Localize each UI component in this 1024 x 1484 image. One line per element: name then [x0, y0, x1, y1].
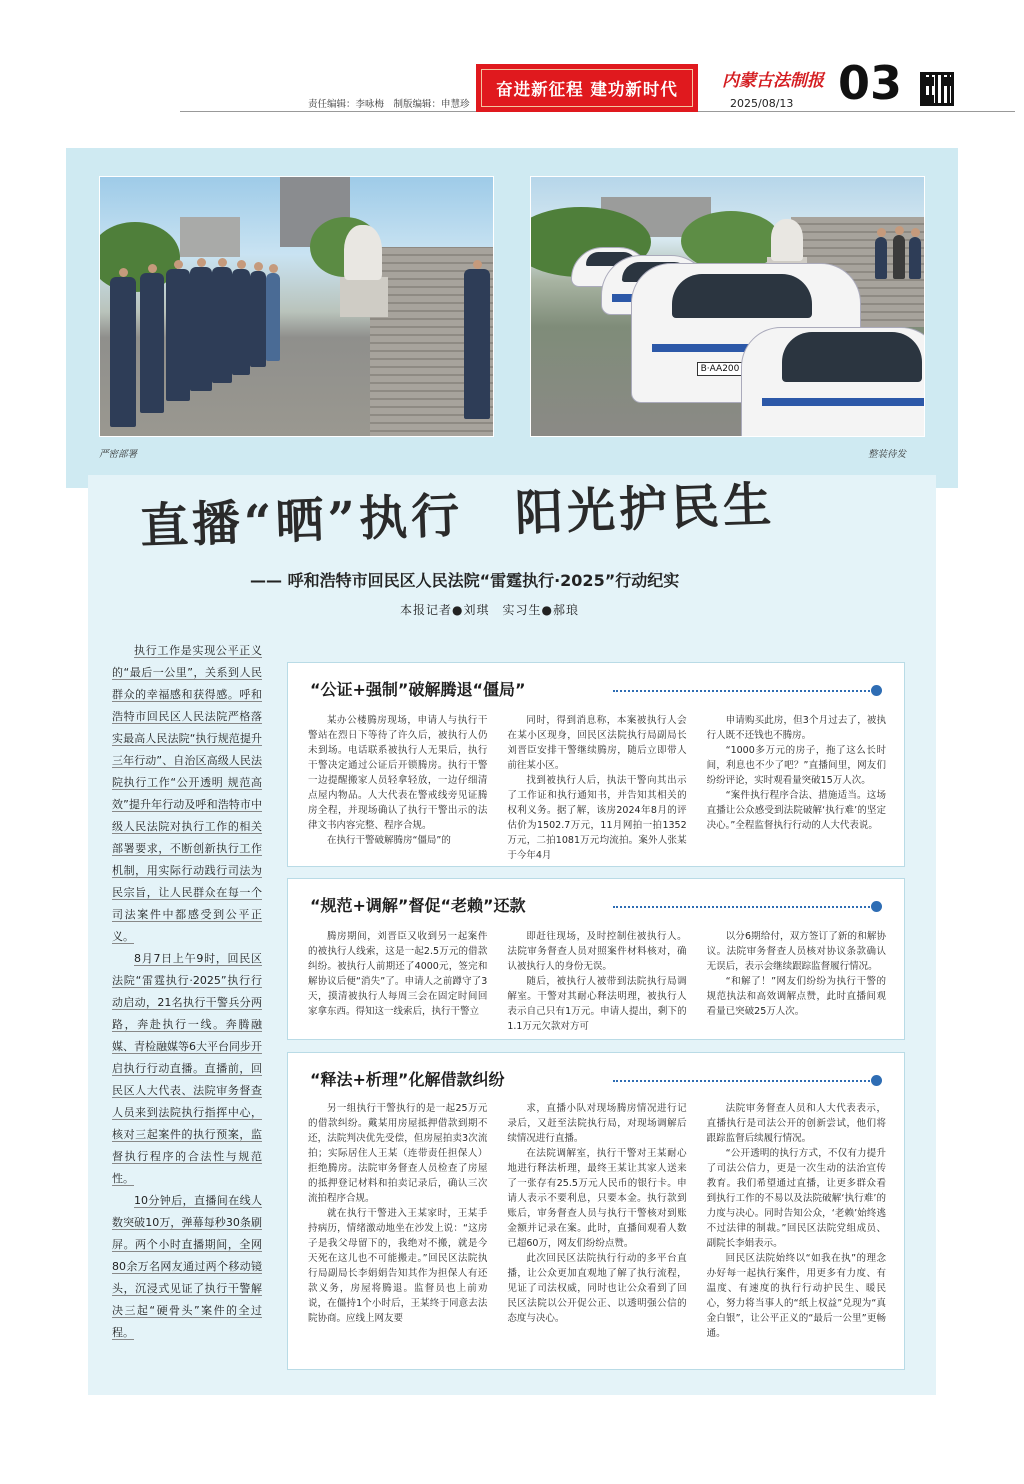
section-title: “释法+析理”化解借款纠纷 — [310, 1070, 505, 1089]
officer-figure — [909, 237, 921, 279]
police-car-shape — [741, 327, 925, 437]
section-notary — [287, 662, 905, 867]
lead-column — [112, 640, 262, 1344]
officer-figure — [166, 269, 190, 401]
lead-text: 10分钟后，直播间在线人数突破10万，弹幕每秒30条刷屏。两个小时直播期间，全网80余万名网友通过两个移动镜头，沉浸式见证了执行干警解决三起“硬骨头”案件的全过程。 — [112, 1194, 262, 1339]
paragraph: 即赶往现场，及时控制住被执行人。法院审务督查人员对照案件材料核对，确认被执行人的身份无误。 — [507, 931, 687, 972]
section-dot-icon — [871, 1075, 882, 1086]
section-dot-icon — [871, 685, 882, 696]
section-column — [308, 1101, 487, 1365]
headline: 直播“晒”执行 阳光护民生 — [139, 476, 776, 555]
paragraph: “1000多万元的房子，拖了这么长时间，利息也不少了吧？”直播间里，网友们纷纷评论，实时观看量突破15万人次。 — [706, 745, 886, 786]
officer-figure — [212, 267, 232, 383]
page-number: 03 — [838, 56, 903, 110]
paragraph: 腾房期间，刘晋臣又收到另一起案件的被执行人线索，这是一起2.5万元的借款纠纷。被执行人前期还了4000元，签完和解协议后便“消失”了。申请人之前蹲守了3天，摸清被执行人每周三会在固定时间回家拿东西。得知这一线索后，执行干警立 — [308, 931, 488, 1017]
paragraph: 以分6期给付，双方签订了新的和解协议。法院审务督查人员核对协议条款确认无误后，表示会继续跟踪监督履行情况。 — [706, 931, 886, 972]
section-column — [507, 1101, 686, 1365]
commander-figure — [464, 269, 490, 419]
byline: 本报记者●刘琪 实习生●郝琅 — [400, 603, 579, 617]
photo-vehicles — [530, 176, 925, 437]
section-column — [507, 713, 686, 861]
paragraph: 申请购买此房，但3个月过去了，被执行人既不还钱也不腾房。 — [706, 715, 886, 741]
lead-paragraph — [112, 1190, 262, 1344]
section-title: “规范+调解”督促“老赖”还款 — [310, 896, 526, 915]
paragraph: “和解了！”网友们纷纷为执行干警的规范执法和高效调解点赞，此时直播间观看量已突破25万人次。 — [706, 976, 886, 1017]
section-title: “公证+强制”破解腾退“僵局” — [310, 680, 526, 699]
paragraph: 此次回民区法院执行行动的多平台直播，让公众更加直观地了解了执行流程，见证了司法权威，同时也让公众看到了回民区法院以公开促公正、以透明强公信的态度与决心。 — [507, 1253, 687, 1324]
stone-lion-statue — [771, 219, 803, 261]
paragraph: 另一组执行干警执行的是一起25万元的借款纠纷。戴某用房屋抵押借款到期不还，法院判决优先受偿，但房屋拍卖3次流拍；实际居住人王某（连带责任担保人）拒绝腾房。法院审务督查人员检查了房屋的抵押登记材料和拍卖记录后，确认三次流拍程序合规。 — [308, 1103, 488, 1204]
officer-figure — [266, 273, 280, 361]
officer-figure — [140, 273, 164, 413]
section-column — [707, 929, 886, 1034]
lead-paragraph — [112, 640, 262, 948]
section-column — [308, 713, 487, 861]
paragraph: 找到被执行人后，执法干警向其出示了工作证和执行通知书，并告知其相关的权利义务。据了解，该房2024年8月的评估价为1502.7万元，11月网拍一拍1352万元，二拍1081万元均流拍。案外人张某于今年4月 — [507, 775, 687, 861]
officer-figure — [232, 269, 250, 375]
paragraph: 同时，得到消息称，本案被执行人会在某小区现身，回民区法院执行局副局长刘晋臣安排干警继续腾房，随后立即带人前往某小区。 — [507, 715, 687, 771]
photo-caption-right: 整装待发 — [868, 449, 907, 460]
section-column — [707, 1101, 886, 1365]
photo-deployment — [99, 176, 494, 437]
paragraph: “公开透明的执行方式，不仅有力提升了司法公信力，更是一次生动的法治宣传教育。我们希望通过直播，让更多群众看到执行工作的不易以及法院破解‘执行难’的力度与决心。同时告知公众，‘老赖’始终逃不过法律的制裁。”回民区法院党组成员、副院长李娟表示。 — [706, 1148, 886, 1249]
paragraph: 求，直播小队对现场腾房情况进行记录后，又赶至法院执行局，对现场调解后续情况进行直播。 — [507, 1103, 687, 1144]
subheadline: —— 呼和浩特市回民区人民法院“雷霆执行·2025”行动纪实 — [250, 571, 680, 590]
slogan-banner — [476, 64, 698, 112]
stone-lion-statue — [344, 225, 382, 280]
lead-text: 执行工作是实现公平正义的“最后一公里”，关系到人民群众的幸福感和获得感。呼和浩特市回民区人民法院严格落实最高人民法院“执行规范提升三年行动”、自治区高级人民法院执行工作“公开透明 规范高效”提升年行动及呼和浩特市中级人民法院对执行工作的相关部署要求，不断创新执行工作机制，用实际行动践行司法为民宗旨，让人民群众在每一个司法案件中都感受到公平正义。 — [112, 644, 262, 943]
section-mediation — [287, 878, 905, 1040]
section-dot-icon — [871, 901, 882, 912]
paragraph: 随后，被执行人被带到法院执行局调解室。干警对其耐心释法明理，被执行人表示自己只有1万元。申请人提出，剩下的1.1万元欠款对方可 — [507, 976, 687, 1032]
officer-figure — [110, 277, 136, 427]
dotted-rule — [613, 690, 870, 692]
editors-line: 责任编辑：李咏梅 制版编辑：申慧珍 — [308, 99, 470, 110]
license-plate: B·AA200 — [697, 362, 743, 376]
lion-pedestal — [340, 277, 388, 317]
section-column — [507, 929, 686, 1034]
lead-text: 8月7日上午9时，回民区法院“雷霆执行·2025”执行行动启动，21名执行干警兵分两路，奔赴执行一线。奔腾融媒、青检融媒等6大平台同步开启执行行动直播。直播前，回民区人大代表、法院审务督查人员来到法院执行指挥中心，核对三起案件的执行预案，监督执行程序的合法性与规范性。 — [112, 952, 262, 1185]
dotted-rule — [613, 1080, 870, 1082]
paragraph: 在执行干警破解腾房“僵局”的 — [327, 835, 451, 846]
building-shape — [180, 217, 240, 257]
officer-figure — [250, 271, 266, 367]
slogan-text: 奋进新征程 建功新时代 — [481, 69, 693, 107]
dotted-rule — [613, 906, 870, 908]
paragraph: “案件执行程序合法、措施适当。这场直播让公众感受到法院破解‘执行难’的坚定决心。”全程监督执行行动的人大代表说。 — [706, 790, 886, 831]
qr-code-icon[interactable] — [920, 72, 954, 106]
photo-caption-left: 严密部署 — [99, 449, 138, 460]
paragraph: 就在执行干警进入王某家时，王某手持病历，情绪激动地坐在沙发上说：“这房子是我父母留下的，我绝对不搬，就是今天死在这儿也不可能搬走。”回民区法院执行局副局长李娟娟告知其作为担保人有还款义务，房屋将腾退。监督员也上前劝说，在僵持1个小时后，王某终于同意去法院协商。应线上网友要 — [308, 1208, 488, 1324]
officer-figure — [875, 237, 887, 279]
section-column — [707, 713, 886, 861]
paragraph: 在法院调解室，执行干警对王某耐心地进行释法析理，最终王某让其家人送来了一张存有25.5万元人民币的银行卡。申请人表示不要利息，只要本金。执行款到账后，审务督查人员与执行干警核对到账金额并记录在案。此时，直播间观看人数已超60万，网友们纷纷点赞。 — [507, 1148, 687, 1249]
officer-figure — [893, 235, 905, 279]
paragraph: 某办公楼腾房现场，申请人与执行干警站在烈日下等待了许久后，被执行人仍未到场。电话联系被执行人无果后，执行干警决定通过公证后开锁腾房。执行干警一边提醒搬家人员轻拿轻放，一边仔细清点屋内物品。人大代表在警戒线旁见证腾房全程，并现场确认了执行干警出示的法律文书内容完整、程序合规。 — [308, 715, 488, 831]
paragraph: 回民区法院始终以“如我在执”的理念办好每一起执行案件，用更多有力度、有温度、有速度的执行行动护民生、暖民心，努力将当事人的“纸上权益”兑现为“真金白银”，让公平正义的“最后一公里”更畅通。 — [706, 1253, 886, 1339]
paper-name-logo: 内蒙古法制报 — [722, 71, 824, 91]
section-loan-dispute — [287, 1052, 905, 1370]
lead-paragraph — [112, 948, 262, 1190]
paragraph: 法院审务督查人员和人大代表表示，直播执行是司法公开的创新尝试，他们将跟踪监督后续履行情况。 — [706, 1103, 886, 1144]
section-column — [308, 929, 487, 1034]
tree-shape — [681, 211, 781, 271]
issue-date: 2025/08/13 — [730, 97, 794, 110]
officer-figure — [190, 267, 212, 391]
